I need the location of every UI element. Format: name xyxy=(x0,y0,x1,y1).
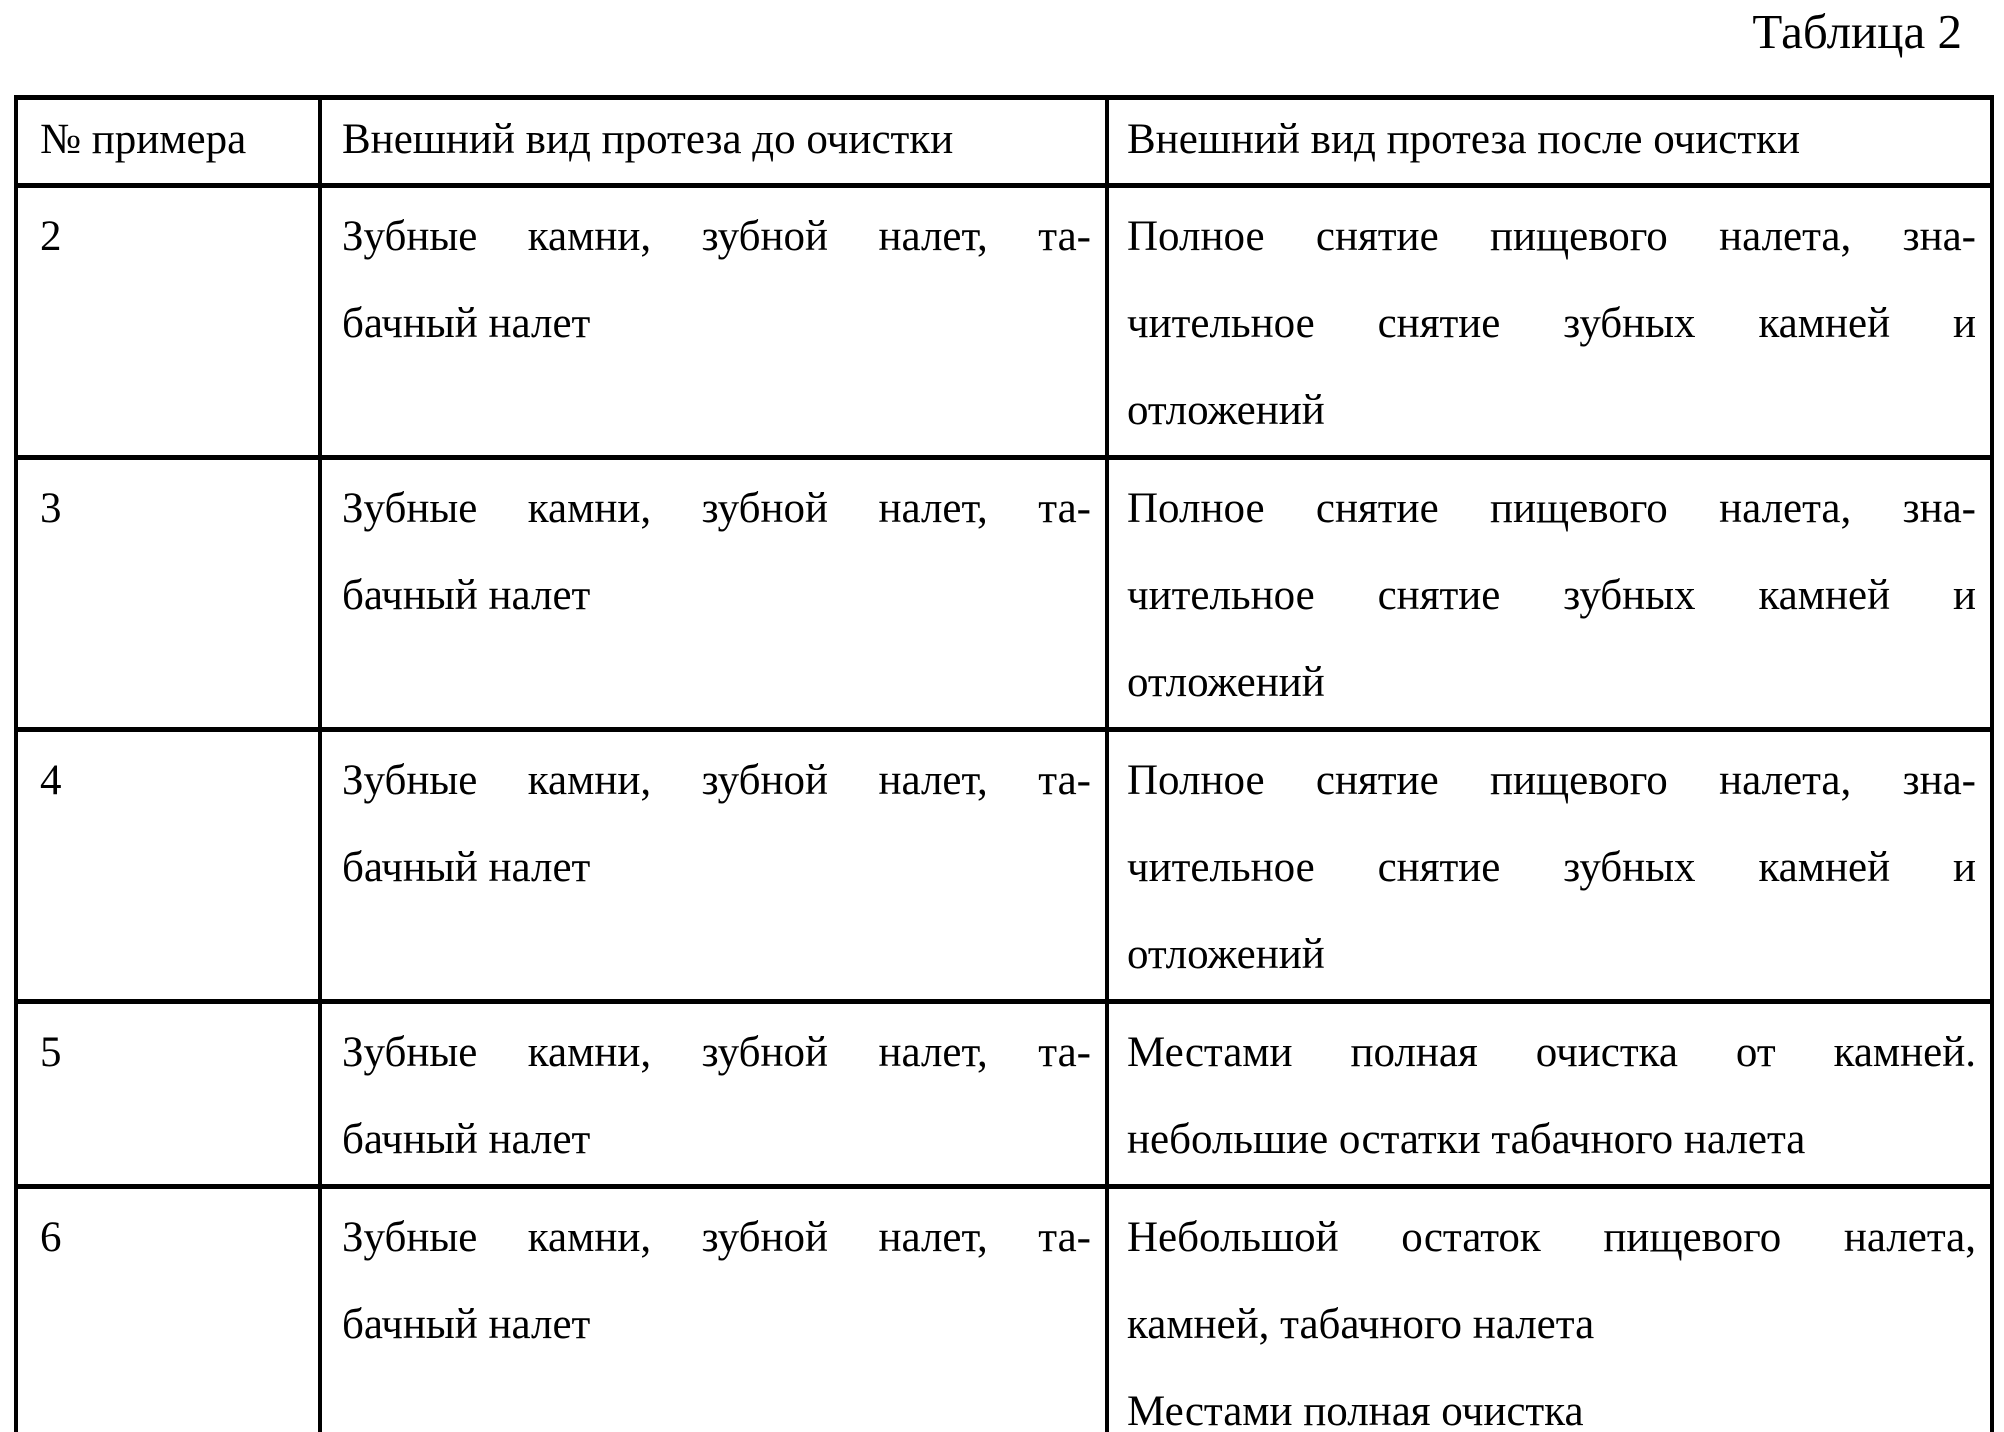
after-cleaning-cell xyxy=(1107,186,1992,458)
cell-text-line: Зубные камни, зубной налет, та- xyxy=(342,757,1091,804)
cell-text-line: Полное снятие пищевого налета, зна- xyxy=(1127,757,1976,804)
table-row-example-6 xyxy=(16,1187,1992,1432)
cell-text-line: Зубные камни, зубной налет, та- xyxy=(342,213,1091,260)
cell-text-line: отложений xyxy=(1127,387,1325,434)
example-number-cell: 4 xyxy=(16,730,320,1002)
table-row-example-2 xyxy=(16,186,1992,458)
cell-text-line: отложений xyxy=(1127,931,1325,978)
cell-text-line: Зубные камни, зубной налет, та- xyxy=(342,1214,1091,1261)
table-row-example-3 xyxy=(16,458,1992,730)
example-number-cell: 2 xyxy=(16,186,320,458)
cell-text-line: бачный налет xyxy=(342,1116,591,1163)
results-table xyxy=(14,95,1994,1432)
cell-text-line: отложений xyxy=(1127,659,1325,706)
cell-text-line: бачный налет xyxy=(342,844,591,891)
example-number-cell: 6 xyxy=(16,1187,320,1432)
before-cleaning-cell xyxy=(320,1187,1107,1432)
after-cleaning-cell xyxy=(1107,458,1992,730)
header-appearance-before: Внешний вид протеза до очистки xyxy=(320,98,1107,186)
cell-text-line: Местами полная очистка от камней. xyxy=(1127,1029,1976,1076)
table-row-example-5 xyxy=(16,1002,1992,1187)
table-header-row xyxy=(16,98,1992,186)
before-cleaning-cell xyxy=(320,458,1107,730)
after-cleaning-cell xyxy=(1107,1002,1992,1187)
header-appearance-after: Внешний вид протеза после очистки xyxy=(1107,98,1992,186)
cell-text-line: Полное снятие пищевого налета, зна- xyxy=(1127,213,1976,260)
cell-text-line: Зубные камни, зубной налет, та- xyxy=(342,1029,1091,1076)
cell-text-line: Зубные камни, зубной налет, та- xyxy=(342,485,1091,532)
cell-text-line: чительное снятие зубных камней и xyxy=(1127,300,1976,347)
before-cleaning-cell xyxy=(320,186,1107,458)
example-number-cell: 5 xyxy=(16,1002,320,1187)
cell-text-line: чительное снятие зубных камней и xyxy=(1127,844,1976,891)
cell-text-line: Полное снятие пищевого налета, зна- xyxy=(1127,485,1976,532)
table-row-example-4 xyxy=(16,730,1992,1002)
cell-text-line: камней, табачного налета xyxy=(1127,1301,1595,1348)
after-cleaning-cell xyxy=(1107,730,1992,1002)
cell-text-line: чительное снятие зубных камней и xyxy=(1127,572,1976,619)
cell-text-line: Небольшой остаток пищевого налета, xyxy=(1127,1214,1976,1261)
header-example-number: № примера xyxy=(16,98,320,186)
cell-text-line: небольшие остатки табачного налета xyxy=(1127,1116,1806,1163)
table-caption: Таблица 2 xyxy=(1752,4,1962,59)
cell-text-line: бачный налет xyxy=(342,572,591,619)
after-cleaning-cell xyxy=(1107,1187,1992,1432)
example-number-cell: 3 xyxy=(16,458,320,730)
before-cleaning-cell xyxy=(320,1002,1107,1187)
cell-text-line: бачный налет xyxy=(342,1301,591,1348)
before-cleaning-cell xyxy=(320,730,1107,1002)
cell-text-line: Местами полная очистка xyxy=(1127,1388,1584,1432)
cell-text-line: бачный налет xyxy=(342,300,591,347)
